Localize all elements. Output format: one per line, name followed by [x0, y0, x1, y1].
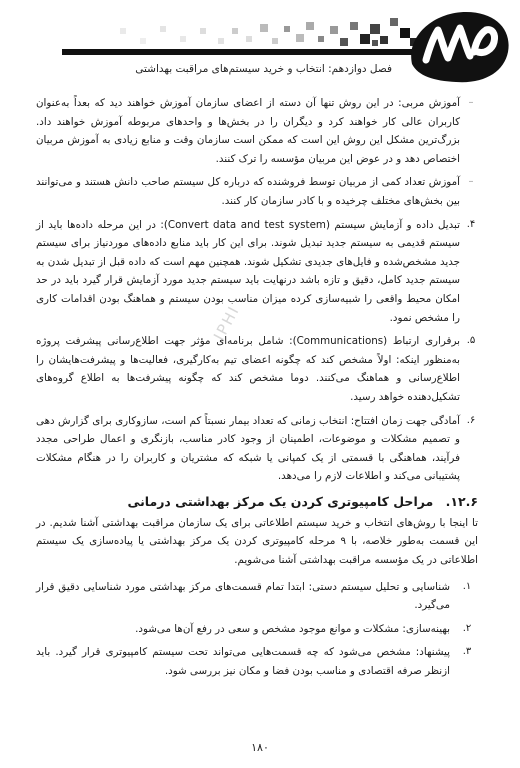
page-content — [36, 94, 478, 686]
numbered-item — [36, 216, 478, 328]
step-number: ۲. — [462, 622, 472, 634]
item-number: ۵. — [466, 335, 476, 347]
numbered-item — [36, 332, 478, 406]
section-title: مراحل کامپیوتری کردن یک مرکز بهداشتی درمانی — [127, 493, 434, 509]
pixel-cell — [370, 24, 380, 34]
pixel-cell — [284, 26, 290, 32]
step-text: بهینه‌سازی: مشکلات و موانع موجود مشخص و سعی در رفع آن‌ها می‌شود. — [135, 622, 450, 635]
step-number: ۱. — [462, 580, 472, 592]
item-text: برقراری ارتباط (Communications): شامل برنامه‌ای مؤثر جهت اطلاع‌رسانی پیشرفت پروژه به‌منظور اینکه: اولاً مشخص کند که چگونه اعضای تیم به‌کارگیری، فعالیت‌ها و پیشرفت‌هایشان را اطلاع‌رسانی و هماهنگ می‌کنند. دوما مشخص کند که چگونه پیشرفت‌ها به اطلاع گروه‌های تشکیل‌دهنده خواهد رسید. — [36, 335, 460, 403]
chapter-title: فصل دوازدهم: انتخاب و خرید سیستم‌های مراقبت بهداشتی — [135, 63, 392, 75]
pixel-cell — [200, 28, 206, 34]
pixel-cell — [120, 28, 126, 34]
step-text: پیشنهاد: مشخص می‌شود که چه قسمت‌هایی می‌تواند تحت سیستم کامپیوتری قرار گیرد. باید ازنظر صرفه اقتصادی و مناسب بودن فضا و مکان نیز بررسی شود. — [36, 646, 450, 678]
step-item — [36, 620, 478, 639]
pixel-cell — [318, 36, 324, 42]
pixel-cell — [330, 26, 338, 34]
pixel-cell — [232, 28, 238, 34]
step-item — [36, 643, 478, 680]
bullet-text: آموزش مربی: در این روش تنها آن دسته از اعضای سازمان آموزش خواهند دید که بعداً به‌عنوان کاربران عالی کار خواهند کرد و دیگران را در بخش‌ها و واحدهای مربوطه آموزش خواهند داد. بزرگ‌ترین مشکل این روش این است که ممکن است سازمان وقت و منابع زیادی به آموزش مربیان اختصاص دهد و در عوض این مربیان مؤسسه را ترک کنند. — [36, 97, 460, 165]
pixel-cell — [140, 38, 146, 44]
item-text: آمادگی جهت زمان افتتاح: انتخاب زمانی که تعداد بیمار نسبتاً کم است، سازوکاری برای گزارش دهی و تصمیم مشکلات و موضوعات، اطمینان از وجود کادر مناسب، بازنگری و اعمال طراحی مجدد فرآیند، هماهنگی با قسمتی از یک کمپانی یا شبکه که مشتریان و کاربران را در هنگام مشکلات پشتیبانی می‌کند و اطلاعات لازم را می‌دهد. — [36, 414, 460, 483]
bullet-item — [36, 94, 478, 168]
item-text: تبدیل داده و آزمایش سیستم (Convert data and test system): در این مرحله داده‌ها باید از سیستم قدیمی به سیستم جدید تبدیل شوند. برای این کار باید منابع داده‌های موردنیاز برای سیستم جدید مشخص‌شده و فایل‌های جدیدی تشکیل شوند. همچنین مهم است که داده قبل از تبدیل شدن به سیستم جدید کامل، دقیق و تازه باشد درنهایت باید سیستم جدید مورد آزمایش قرار گیرد باید در حد امکان محیط واقعی را شبیه‌سازی کرده میزان مناسب بودن سیستم و هماهنگ بودن اقدامات کاری را مشخص نمود. — [36, 218, 461, 324]
decorative-pixel-pattern — [60, 14, 420, 48]
publisher-logo — [404, 6, 514, 88]
numbered-item — [36, 412, 478, 486]
pixel-cell — [246, 36, 252, 42]
page-header — [0, 0, 520, 92]
section-number: ۱۲.۶. — [445, 493, 478, 509]
section-heading — [36, 492, 478, 512]
pixel-cell — [380, 36, 388, 44]
pixel-cell — [372, 40, 378, 46]
bullet-item — [36, 173, 478, 210]
section-intro: تا اینجا با روش‌های انتخاب و خرید سیستم اطلاعاتی برای یک سازمان مراقبت بهداشتی آشنا شدیم. در این قسمت به‌طور خلاصه، با ۹ مرحله کامپیوتری کردن یک مرکز بهداشتی یا پیاده‌سازی یک سیستم اطلاعاتی در یک مؤسسه مراقبت بهداشتی آشنا می‌شویم. — [36, 516, 479, 567]
watermark: IPHI — [210, 302, 244, 344]
pixel-cell — [260, 24, 268, 32]
step-item — [36, 578, 478, 615]
page-number: ۱۸۰ — [251, 741, 269, 754]
pixel-cell — [180, 36, 186, 42]
pixel-cell — [218, 38, 224, 44]
dash-marker: – — [468, 97, 474, 108]
pixel-cell — [350, 22, 358, 30]
dash-marker: – — [468, 176, 474, 188]
pixel-cell — [360, 34, 370, 44]
step-text: شناسایی و تحلیل سیستم دستی: ابتدا تمام قسمت‌های مرکز بهداشتی مورد شناسایی دقیق قرار می‌گیرد. — [36, 580, 450, 612]
header-rule — [62, 49, 412, 55]
pixel-cell — [272, 38, 278, 44]
pixel-cell — [306, 22, 314, 30]
pixel-cell — [296, 34, 304, 42]
pixel-cell — [340, 38, 348, 46]
item-number: ۴. — [466, 218, 476, 230]
pixel-cell — [390, 18, 398, 26]
step-number: ۳. — [462, 646, 472, 658]
bullet-text: آموزش تعداد کمی از مربیان توسط فروشنده که درباره کل سیستم صاحب دانش هستند و می‌توانند بین بخش‌های مختلف چرخیده و با کادر سازمان کار کنند. — [36, 176, 460, 207]
item-number: ۶. — [466, 414, 476, 426]
pixel-cell — [160, 26, 166, 32]
